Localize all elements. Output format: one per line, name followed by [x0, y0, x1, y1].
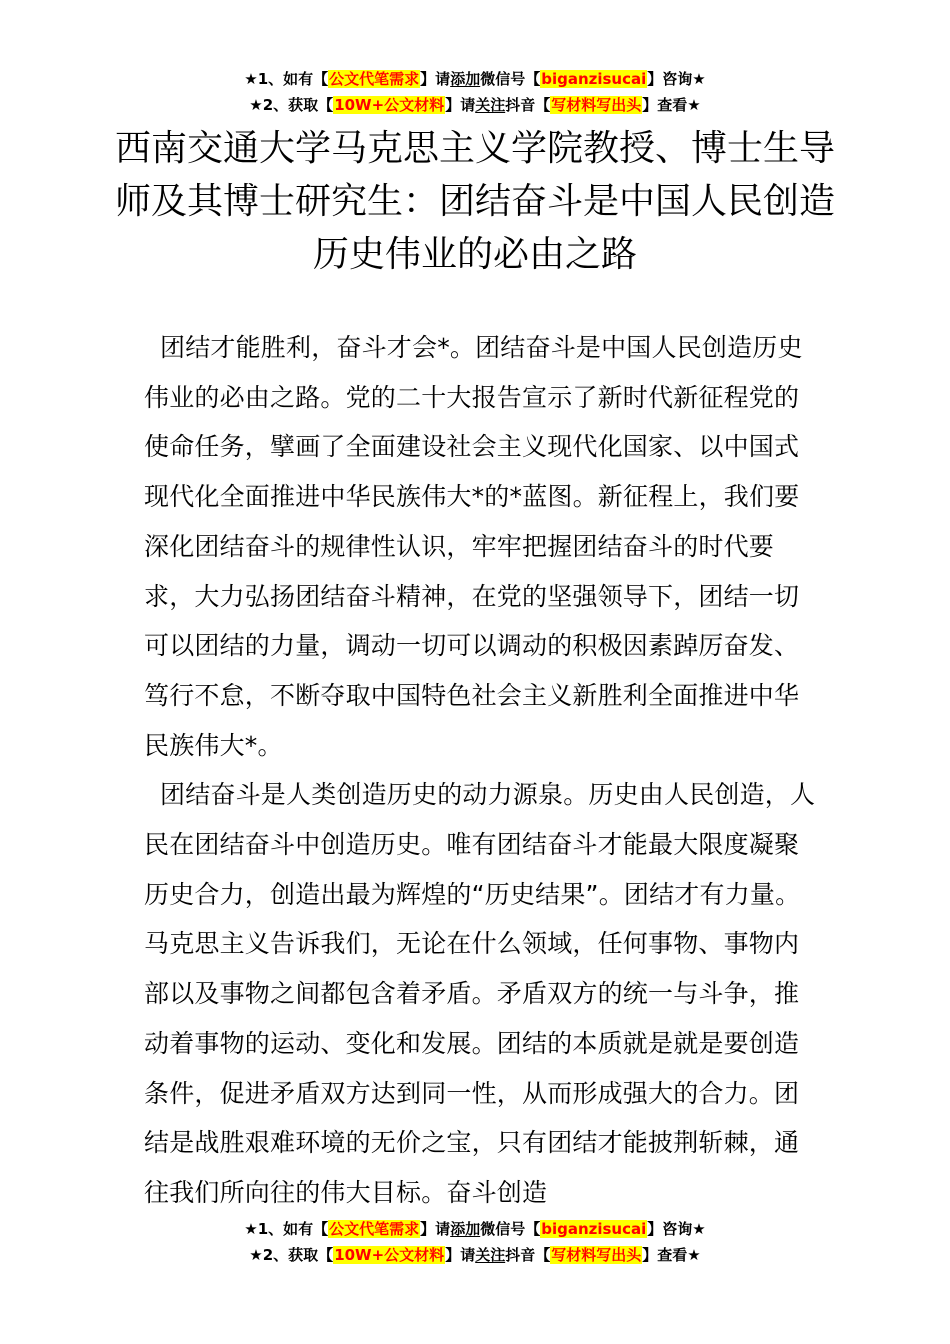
promo-highlight: 公文代笔需求 [329, 70, 420, 88]
promo-underlined-text: 关注 [475, 1246, 506, 1264]
promo-text: ★1、如有【 [244, 1220, 329, 1238]
promo-line-1 [0, 66, 950, 92]
promo-text: 】请 [420, 70, 451, 88]
promo-douyin-account: 写材料写出头 [551, 1246, 642, 1264]
promo-text: 抖音【 [505, 96, 551, 114]
header-promo-banner [0, 66, 950, 118]
promo-highlight: 10W+公文材料 [334, 96, 445, 114]
promo-line-2 [0, 92, 950, 118]
promo-text: 】请 [420, 1220, 451, 1238]
promo-underlined-text: 关注 [475, 96, 506, 114]
document-title: 西南交通大学马克思主义学院教授、博士生导师及其博士研究生：团结奋斗是中国人民创造历史伟业的必由之路 [114, 128, 835, 275]
promo-wechat-id: biganzisucai [541, 70, 647, 88]
promo-douyin-account: 写材料写出头 [551, 96, 642, 114]
promo-text: 】请 [445, 1246, 476, 1264]
promo-wechat-id: biganzisucai [541, 1220, 647, 1238]
promo-text: 】咨询★ [647, 70, 706, 88]
promo-line-1 [0, 1216, 950, 1242]
promo-highlight: 公文代笔需求 [329, 1220, 420, 1238]
promo-text: 】请 [445, 96, 476, 114]
promo-text: ★1、如有【 [244, 70, 329, 88]
promo-text: ★2、获取【 [249, 1246, 334, 1264]
promo-text: ★2、获取【 [249, 96, 334, 114]
promo-text: 】咨询★ [647, 1220, 706, 1238]
promo-highlight: 10W+公文材料 [334, 1246, 445, 1264]
promo-text: 】查看★ [642, 1246, 701, 1264]
promo-text: 】查看★ [642, 96, 701, 114]
body-paragraph: 团结才能胜利，奋斗才会*。团结奋斗是中国人民创造历史伟业的必由之路。党的二十大报告宣示了新时代新征程党的使命任务，擘画了全面建设社会主义现代化国家、以中国式现代化全面推进中华民族伟大*的*蓝图。新征程上，我们要深化团结奋斗的规律性认识，牢牢把握团结奋斗的时代要求，大力弘扬团结奋斗精神，在党的坚强领导下，团结一切可以团结的力量，调动一切可以调动的积极因素踔厉奋发、笃行不怠，不断夺取中国特色社会主义新胜利全面推进中华民族伟大*。 [144, 333, 803, 760]
promo-underlined-text: 添加 [450, 70, 481, 88]
document-body [144, 323, 816, 1218]
footer-promo-banner [0, 1216, 950, 1268]
body-paragraph: 团结奋斗是人类创造历史的动力源泉。历史由人民创造，人民在团结奋斗中创造历史。唯有团结奋斗才能最大限度凝聚历史合力，创造出最为辉煌的“历史结果”。团结才有力量。马克思主义告诉我们，无论在什么领域，任何事物、事物内部以及事物之间都包含着矛盾。矛盾双方的统一与斗争，推动着事物的运动、变化和发展。团结的本质就是就是要创造条件，促进矛盾双方达到同一性，从而形成强大的合力。团结是战胜艰难环境的无价之宝，只有团结才能披荆斩棘，通往我们所向往的伟大目标。奋斗创造 [144, 780, 816, 1207]
promo-text: 微信号【 [480, 70, 541, 88]
promo-underlined-text: 添加 [450, 1220, 481, 1238]
promo-text: 微信号【 [480, 1220, 541, 1238]
promo-text: 抖音【 [505, 1246, 551, 1264]
promo-line-2 [0, 1242, 950, 1268]
